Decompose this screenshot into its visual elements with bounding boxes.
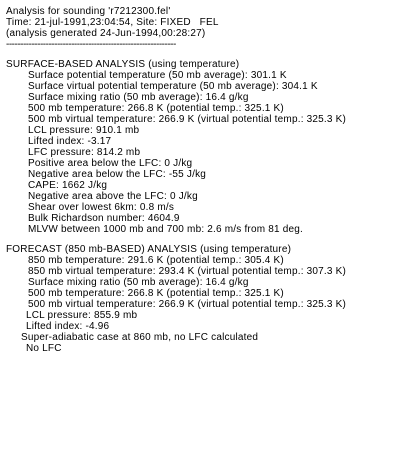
surface-line: LFC pressure: 814.2 mb xyxy=(28,147,141,158)
surface-line: Negative area above the LFC: 0 J/kg xyxy=(28,191,198,202)
surface-line: LCL pressure: 910.1 mb xyxy=(28,125,140,136)
surface-line: 500 mb temperature: 266.8 K (potential temp.: 325.1 K) xyxy=(28,103,284,114)
forecast-line: Lifted index: -4.96 xyxy=(26,321,110,332)
surface-line: Positive area below the LFC: 0 J/kg xyxy=(28,158,193,169)
surface-line: Surface virtual potential temperature (50 mb average): 304.1 K xyxy=(28,81,318,92)
forecast-line: 500 mb virtual temperature: 266.9 K (virtual potential temp.: 325.3 K) xyxy=(28,299,347,310)
forecast-note: No LFC xyxy=(26,343,62,354)
report-title: Analysis for sounding 'r7212300.fel' xyxy=(6,6,171,17)
forecast-note: Super-adiabatic case at 860 mb, no LFC calculated xyxy=(21,332,259,343)
surface-line: Surface mixing ratio (50 mb average): 16.4 g/kg xyxy=(28,92,249,103)
surface-section-title: SURFACE-BASED ANALYSIS (using temperature) xyxy=(6,59,240,70)
forecast-section-title: FORECAST (850 mb-BASED) ANALYSIS (using temperature) xyxy=(6,244,292,255)
surface-line: MLVW between 1000 mb and 700 mb: 2.6 m/s from 81 deg. xyxy=(28,224,303,235)
forecast-line: 850 mb virtual temperature: 293.4 K (virtual potential temp.: 307.3 K) xyxy=(28,266,347,277)
forecast-line: 850 mb temperature: 291.6 K (potential temp.: 305.4 K) xyxy=(28,255,284,266)
separator-rule: ------------------------------------------------------------ xyxy=(6,39,176,50)
report-generated: (analysis generated 24-Jun-1994,00:28:27) xyxy=(6,28,206,39)
surface-line: CAPE: 1662 J/kg xyxy=(28,180,108,191)
surface-line: Negative area below the LFC: -55 J/kg xyxy=(28,169,207,180)
surface-line: 500 mb virtual temperature: 266.9 K (virtual potential temp.: 325.3 K) xyxy=(28,114,347,125)
surface-line: Lifted index: -3.17 xyxy=(28,136,112,147)
surface-line: Bulk Richardson number: 4604.9 xyxy=(28,213,180,224)
surface-line: Shear over lowest 6km: 0.8 m/s xyxy=(28,202,175,213)
forecast-line: LCL pressure: 855.9 mb xyxy=(26,310,138,321)
report-time-site: Time: 21-jul-1991,23:04:54, Site: FIXED FEL xyxy=(6,17,219,28)
forecast-line: 500 mb temperature: 266.8 K (potential temp.: 325.1 K) xyxy=(28,288,284,299)
surface-line: Surface potential temperature (50 mb average): 301.1 K xyxy=(28,70,287,81)
forecast-line: Surface mixing ratio (50 mb average): 16.4 g/kg xyxy=(28,277,249,288)
